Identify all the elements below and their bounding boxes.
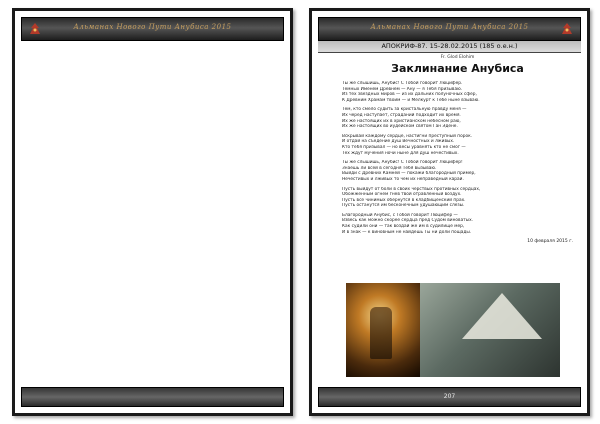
poem-line: Пусть выйдут от боли в своих чёрствых противных сердцах, <box>342 186 481 192</box>
poem-stanza <box>342 107 573 129</box>
right-footer-bar <box>318 387 581 407</box>
left-footer-bar <box>21 387 284 407</box>
poem-line: Вскрывай каждому сердце, настигни преступный порок. <box>342 133 473 139</box>
right-page <box>309 8 590 416</box>
right-page-number: 207 <box>443 393 456 400</box>
poem-line: Выйди с Древних Камней — покажи благородный пример, <box>342 171 476 177</box>
poem-line: Тем, кто смело судить за кристальную правду меня — <box>342 107 467 113</box>
poem-stanza <box>342 81 573 103</box>
poem-line: Нечестивых и лживых то чем их неправедный карай. <box>342 176 464 182</box>
author: Fr. Glod Elohim <box>440 55 475 60</box>
poem-line: И в знак — к виновным не найдешь Ты ни доли пощады. <box>342 229 472 235</box>
issue-subheader: АПОКРИФ-87. 15-28.02.2015 (185 о.е.н.) <box>318 41 581 53</box>
poem-stanza <box>342 160 573 182</box>
emblem-icon <box>28 21 42 35</box>
poem-line: Пусть останутся им бесконечным удушающим слёзы. <box>342 203 465 209</box>
poem-stanza <box>342 213 573 235</box>
poem-line: Благородный Анубис, с Тобой говорит Люцифер — <box>342 212 458 218</box>
statue-figure <box>370 307 392 359</box>
poem-line: Ты же слышишь, Анубис! С Тобой говорит Люцифер. <box>342 81 463 86</box>
poem-line: Тёмных Именем Древнем — Ану — я Тебя призываю. <box>342 86 463 92</box>
poem-stanza <box>342 187 573 209</box>
pyramid-shape <box>462 293 542 339</box>
left-header-title: Альманах Нового Пути Анубиса 2015 <box>73 23 232 31</box>
emblem-icon <box>560 21 574 35</box>
poem-stanzas <box>342 81 573 235</box>
poem-line: Кто тебя призывал — но весы уравнять кто не смог — <box>342 144 466 150</box>
poem-line: Из тех звёздных миров — из их дальних полуночных сфер, <box>342 92 477 98</box>
poem-line: К Древним Храмам твоим — и Мелкурт к Тебе ныне взываю. <box>342 97 480 103</box>
right-header-bar <box>318 17 581 41</box>
poem-title: Заклинание Анубиса <box>391 62 524 75</box>
poem-stanza <box>342 134 573 156</box>
poem-content <box>342 55 573 244</box>
poem-line: Взвесь как можно скорее сердца пред Судом виноватых. <box>342 218 474 224</box>
poem-line: Их черёд наступает, страданий подходит их время. <box>342 112 461 118</box>
poem-line: Тех ждут мучения ночи ныне для душ нечестивых. <box>342 150 459 156</box>
poem-line: Их же настоящих во иудейском святом Ган Эдене. <box>342 124 458 130</box>
left-page <box>12 8 293 416</box>
right-header-title: Альманах Нового Пути Анубиса 2015 <box>370 23 529 31</box>
poem-line: Ты же слышишь, Анубис! С Тобой говорит Люцифер! <box>342 160 463 166</box>
poem-line: Знаешь ли всей в сегодня Тебя вызываю. <box>342 165 437 171</box>
poem-line: Как судили они — так воздай же им в судилище мер, <box>342 224 465 230</box>
poem-date: 10 февраля 2015 г. <box>527 239 573 245</box>
poem-line: Обожжённым огнём гнев твой отравленный воздух. <box>342 192 462 198</box>
poem-line: Их же настоящих их в христианском небесном раю, <box>342 118 461 124</box>
poem-line: Пусть все чинимых обернутся в кладбищенский прах. <box>342 197 466 203</box>
left-header-bar <box>21 17 284 41</box>
poem-line: И отдай на съедение душ Вечностных и лживых. <box>342 139 455 145</box>
